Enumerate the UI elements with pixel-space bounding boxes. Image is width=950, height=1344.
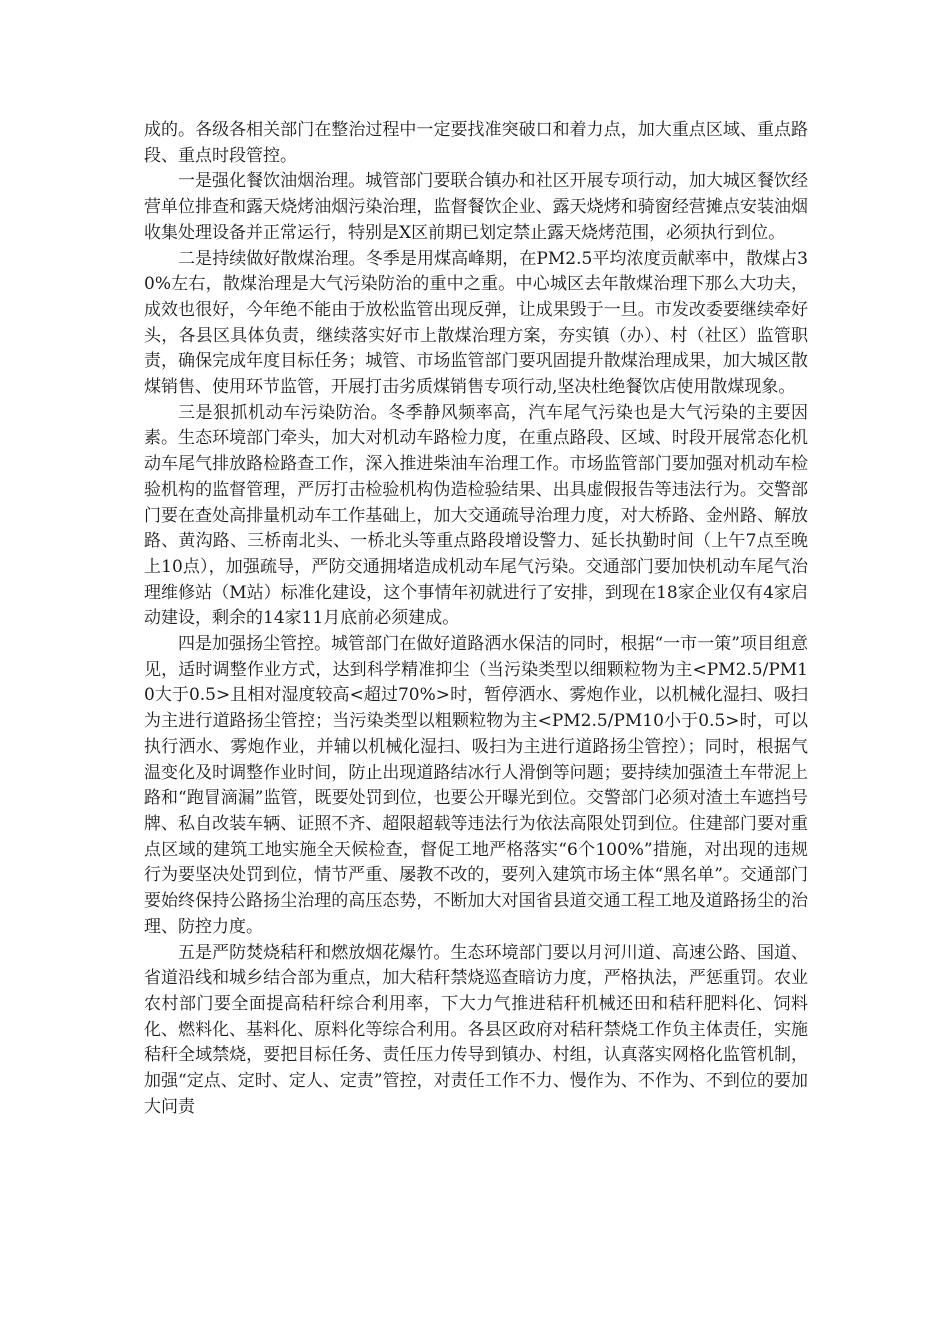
document-page [144,118,808,1120]
paragraph-continuation: 成的。各级各相关部门在整治过程中一定要找准突破口和着力点，加大重点区域、重点路段、重点时段管控。 [144,120,808,166]
paragraph-straw-burning: 五是严防焚烧秸秆和燃放烟花爆竹。生态环境部门要以月河川道、高速公路、国道、省道沿线和城乡结合部为重点，加大秸秆禁烧巡查暗访力度，严格执法，严惩重罚。农业农村部门要全面提高秸秆综合利用率，下大力气推进秸秆机械还田和秸秆肥料化、饲料化、燃料化、基料化、原料化等综合利用。各县区政府对秸秆禁烧工作负主体责任，实施秸秆全域禁烧，要把目标任务、责任压力传导到镇办、村组，认真落实网格化监管机制，加强“定点、定时、定人、定责”管控，对责任工作不力、慢作为、不作为、不到位的要加大问责 [144,942,808,1117]
paragraph-vehicle-pollution: 三是狠抓机动车污染防治。冬季静风频率高，汽车尾气污染也是大气污染的主要因素。生态环境部门牵头，加大对机动车路检力度，在重点路段、区域、时段开展常态化机动车尾气排放路检路查工作，深入推进柴油车治理工作。市场监管部门要加强对机动车检验机构的监督管理，严厉打击检验机构伪造检验结果、出具虚假报告等违法行为。交警部门要在查处高排量机动车工作基础上，加大交通疏导治理力度，对大桥路、金州路、解放路、黄沟路、三桥南北头、一桥北头等重点路段增设警力、延长执勤时间（上午7点至晚上10点），加强疏导，严防交通拥堵造成机动车尾气污染。交通部门要加快机动车尾气治理维修站（M站）标准化建设，这个事情年初就进行了安排，到现在18家企业仅有4家启动建设，剩余的14家11月底前必须建成。 [144,402,808,629]
paragraph-loose-coal: 二是持续做好散煤治理。冬季是用煤高峰期，在PM2.5平均浓度贡献率中，散煤占30%左右，散煤治理是大气污染防治的重中之重。中心城区去年散煤治理下那么大功夫，成效也很好，今年绝不能由于放松监管出现反弹，让成果毁于一旦。市发改委要继续牵好头，各县区具体负责，继续落实好市上散煤治理方案，夯实镇（办）、村（社区）监管职责，确保完成年度目标任务；城管、市场监管部门要巩固提升散煤治理成果，加大城区散煤销售、使用环节监管，开展打击劣质煤销售专项行动,坚决杜绝餐饮店使用散煤现象。 [144,248,808,398]
paragraph-catering-fumes: 一是强化餐饮油烟治理。城管部门要联合镇办和社区开展专项行动，加大城区餐饮经营单位排查和露天烧烤油烟污染治理，监督餐饮企业、露天烧烤和骑窗经营摊点安装油烟收集处理设备并正常运行，特别是X区前期已划定禁止露天烧烤范围，必须执行到位。 [144,171,808,243]
paragraph-dust-control: 四是加强扬尘管控。城管部门在做好道路洒水保洁的同时，根据“一市一策”项目组意见，适时调整作业方式，达到科学精准抑尘（当污染类型以细颗粒物为主<PM2.5/PM10大于0.5>且相对湿度较高<超过70%>时，暂停洒水、雾炮作业，以机械化湿扫、吸扫为主进行道路扬尘管控；当污染类型以粗颗粒物为主<PM2.5/PM10小于0.5>时，可以执行洒水、雾炮作业，并辅以机械化湿扫、吸扫为主进行道路扬尘管控）；同时，根据气温变化及时调整作业时间，防止出现道路结冰行人滑倒等问题；要持续加强渣土车带泥上路和“跑冒滴漏”监管，既要处罚到位，也要公开曝光到位。交警部门必须对渣土车遮挡号牌、私自改装车辆、证照不齐、超限超载等违法行为依法高限处罚到位。住建部门要对重点区域的建筑工地实施全天候检查，督促工地严格落实“6个100%”措施，对出现的违规行为要坚决处罚到位，情节严重、屡教不改的，要列入建筑市场主体“黑名单”。交通部门要始终保持公路扬尘治理的高压态势，不断加大对国省县道交通工程工地及道路扬尘的治理、防控力度。 [144,634,808,937]
